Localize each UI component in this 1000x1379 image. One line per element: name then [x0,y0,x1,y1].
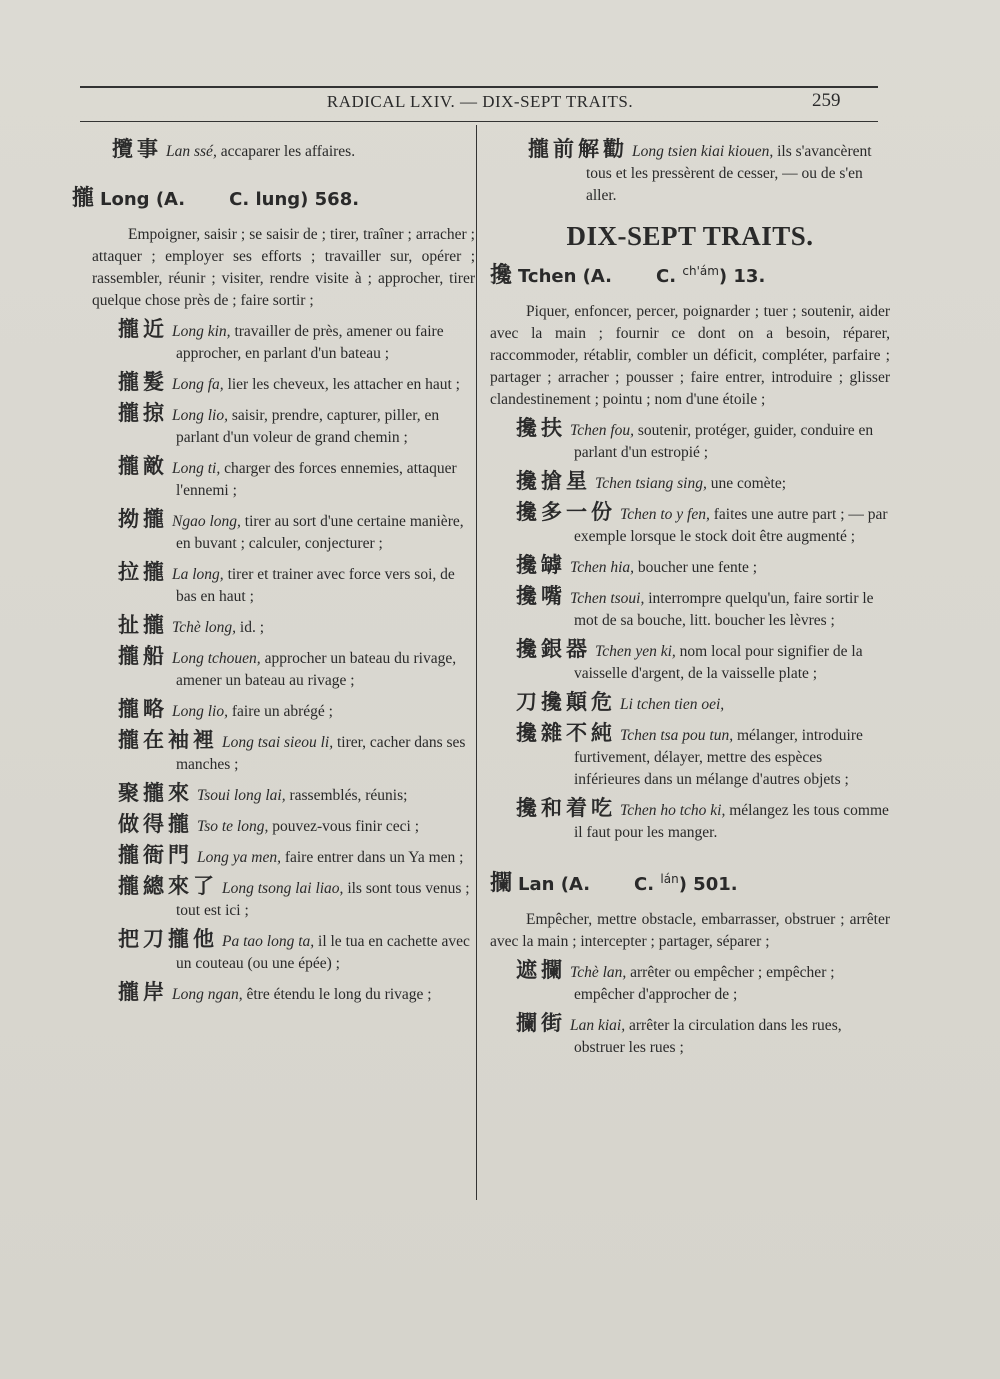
romanization: Tso te long, [197,818,269,835]
romanization: Tchen tsoui, [570,590,645,607]
chinese-characters: 遮攔 [516,958,566,982]
compound-entry: 攬事 Lan ssé, accaparer les affaires. [112,137,356,161]
romanization: Long ti, [172,460,221,477]
romanization: Ngao long, [172,513,241,530]
compound-list [490,959,890,1059]
definition-text: mélanger, introduire furtivement, délayer, mettre des espèces inférieures dans un mélange d'autres objets ; [574,727,863,788]
chinese-characters: 攏衙門 [118,843,193,867]
definition-text: saisir, prendre, capturer, piller, en parlant d'un voleur de grand chemin ; [176,407,440,446]
romanization: Long tsong lai liao, [222,880,344,897]
chinese-characters: 攏岸 [118,980,168,1004]
romanization: Long tsai sieou li, [222,734,334,751]
compound-entry [490,501,890,548]
chinese-characters: 把刀攏他 [118,927,218,951]
compound-entry [92,371,475,396]
definition-text: tirer au sort d'une certaine manière, en buvant ; calculer, conjecturer ; [176,513,464,552]
chinese-characters: 刀攙顛危 [516,690,616,714]
romanization: Long fa, [172,376,224,393]
romanization: Tchè long, [172,619,237,636]
romanization: Tchen tsiang sing, [595,475,707,492]
chinese-characters: 攏在袖裡 [118,728,218,752]
definition-text: charger des forces ennemies, attaquer l'ennemi ; [176,460,457,499]
romanization: Long kin, [172,323,231,340]
compound-entry [92,782,475,807]
romanization: Li tchen tien oei, [620,696,725,713]
chinese-characters: 攏掠 [118,401,168,425]
romanization: Tchen to y fen, [620,506,710,523]
definition-text: faites une autre part ; — par exemple lorsque le stock doit être augmenté ; [574,506,888,545]
headword-entry: 攏 Long (A. C. lung) 568. [72,186,360,211]
compound-entry [490,1012,890,1059]
romanization: Pa tao long ta, [222,933,315,950]
compound-entry: 攏前解勸 Long tsien kiai kiouen, ils s'avancèrent tous et les pressèrent de cesser, — ou de s'en aller. [528,137,872,204]
definition-paragraph: Empêcher, mettre obstacle, embarrasser, obstruer ; arrêter avec la main ; intercepter ; partager, séparer ; [490,911,890,950]
definition-text: lier les cheveux, les attacher en haut ; [223,376,460,393]
chinese-characters: 攙搶星 [516,469,591,493]
chinese-characters: 攙和着吃 [516,796,616,820]
compound-entry [92,813,475,838]
chinese-characters: 聚攏來 [118,781,193,805]
compound-entry [92,614,475,639]
romanization: Long lio, [172,407,228,424]
column-divider [476,125,477,1200]
definition-text: pouvez-vous finir ceci ; [268,818,419,835]
definition-text: approcher un bateau du rivage, amener un bateau au rivage ; [176,650,457,689]
definition-paragraph: Piquer, enfoncer, percer, poignarder ; tuer ; soutenir, aider avec la main ; fournir ce dont on a besoin, réparer, raccommoder, rétablir, combler un déficit, compléter, parfaire ; partager ; arracher ; pousser ; faire entrer, introduire ; glisser clandestinement ; pointu ; nom d'une étoile ; [490,303,890,408]
definition-text: être étendu le long du rivage ; [242,986,432,1003]
definition-text: id. ; [236,619,265,636]
compound-entry [490,959,890,1006]
chinese-characters: 攏略 [118,697,168,721]
running-header: RADICAL LXIV. — DIX-SEPT TRAITS. [326,92,634,111]
compound-entry [490,417,890,464]
chinese-characters: 攙銀器 [516,637,591,661]
romanization: Long ngan, [172,986,243,1003]
compound-entry [490,797,890,844]
compound-entry [490,638,890,685]
chinese-characters: 拉攏 [118,560,168,584]
chinese-characters: 攏敵 [118,454,168,478]
romanization: Tchen hia, [570,559,635,576]
chinese-characters: 攙罅 [516,553,566,577]
top-rule [80,86,878,88]
definition-text: rassemblés, réunis; [285,787,408,804]
chinese-characters: 攔街 [516,1011,566,1035]
romanization: Lan kiai, [570,1017,626,1034]
romanization: Long tchouen, [172,650,261,667]
compound-entry [490,691,890,716]
romanization: Tchen ho tcho ki, [620,802,726,819]
chinese-characters: 攙雜不純 [516,721,616,745]
chinese-characters: 拗攏 [118,507,168,531]
compound-list [490,417,890,844]
compound-entry [92,318,475,365]
compound-entry [92,875,475,922]
section-title: DIX-SEPT TRAITS. [566,221,814,251]
headword-entry: 攙 Tchen (A. C. $^{ch'ám}$) 13. [490,263,766,288]
compound-entry [92,561,475,608]
chinese-characters: 攙扶 [516,416,566,440]
romanization: Long ya men, [197,849,281,866]
definition-text: soutenir, protéger, guider, conduire en parlant d'un estropié ; [574,422,874,461]
left-column [72,137,475,1012]
definition-text: nom local pour signifier de la vaisselle d'argent, de la vaisselle plate ; [574,643,863,682]
definition-text: boucher une fente ; [634,559,758,576]
compound-list [92,318,475,1006]
compound-entry [92,981,475,1006]
romanization: Tchen fou, [570,422,635,439]
definition-text: interrompre quelqu'un, faire sortir le mot de sa bouche, litt. boucher les lèvres ; [574,590,874,629]
definition-text: arrêter ou empêcher ; empêcher ; empêcher d'approcher de ; [574,964,835,1003]
definition-text: tirer, cacher dans ses manches ; [176,734,466,773]
compound-entry [92,729,475,776]
compound-entry [490,554,890,579]
definition-text: il le tua en cachette avec un couteau (ou une épée) ; [176,933,470,972]
compound-entry [92,402,475,449]
romanization: Long lio, [172,703,228,720]
chinese-characters: 攏近 [118,317,168,341]
definition-paragraph: Empoigner, saisir ; se saisir de ; tirer, traîner ; arracher ; attaquer ; employer ses efforts ; travailler sur, opérer ; rassembler, réunir ; visiter, rendre visite à ; approcher, tirer quelque chose près de ; faire sortir ; [92,226,475,309]
romanization: Tchen yen ki, [595,643,676,660]
compound-entry [92,455,475,502]
definition-text: faire un abrégé ; [227,703,333,720]
romanization: Tsoui long lai, [197,787,286,804]
definition-text: faire entrer dans un Ya men ; [280,849,464,866]
definition-text: une comète; [706,475,787,492]
chinese-characters: 攙多一份 [516,500,616,524]
romanization: La long, [172,566,224,583]
definition-text: mélangez les tous comme il faut pour les manger. [574,802,889,841]
chinese-characters: 扯攏 [118,613,168,637]
chinese-characters: 攏髮 [118,370,168,394]
compound-entry [490,470,890,495]
chinese-characters: 攏總來了 [118,874,218,898]
compound-entry [92,928,475,975]
romanization: Tchen tsa pou tun, [620,727,734,744]
page-number: 259 [812,90,841,111]
compound-entry [92,645,475,692]
right-column [490,138,890,1065]
compound-entry [92,844,475,869]
header-rule [80,121,878,122]
compound-entry [490,722,890,791]
definition-text: travailler de près, amener ou faire approcher, en parlant d'un bateau ; [176,323,444,362]
compound-entry [92,698,475,723]
headword-entry: 攔 Lan (A. C. $^{lán}$) 501. [490,871,738,896]
compound-entry [490,585,890,632]
chinese-characters: 做得攏 [118,812,193,836]
definition-text: tirer et trainer avec force vers soi, de bas en haut ; [176,566,455,605]
definition-text: ils sont tous venus ; tout est ici ; [176,880,470,919]
definition-text: arrêter la circulation dans les rues, obstruer les rues ; [574,1017,842,1056]
compound-entry [92,508,475,555]
chinese-characters: 攙嘴 [516,584,566,608]
romanization: Tchè lan, [570,964,627,981]
chinese-characters: 攏船 [118,644,168,668]
